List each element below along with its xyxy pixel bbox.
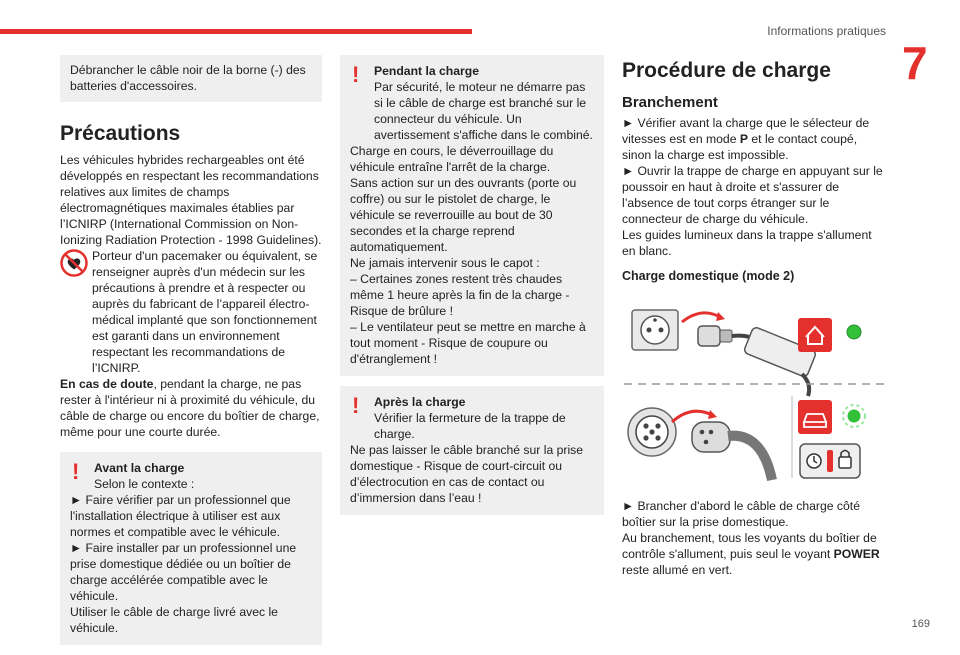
warning-line: – Le ventilateur peut se mettre en marche à tout moment - Risque de coupure ou d'étranglement ! <box>350 320 586 366</box>
warning-line: ► Faire installer par un professionnel une prise domestique dédiée ou un boîtier de charge accélérée compatible avec le véhicule. <box>70 541 297 603</box>
charging-illustration <box>622 304 888 484</box>
warning-line: Utiliser le câble de charge livré avec le véhicule. <box>70 605 278 635</box>
warning-line: Par sécurité, le moteur ne démarre pas si le câble de charge est branché sur le connecteur du véhicule. Un avertissement s'affiche dans le combiné. <box>374 80 593 142</box>
step-text: et le contact coupé, sinon la charge est impossible. <box>622 132 858 162</box>
home-charge-heading: Charge domestique (mode 2) <box>622 269 795 283</box>
pacemaker-note <box>60 248 322 376</box>
charging-led-icon <box>843 405 865 427</box>
warning-title: Après la charge <box>374 395 466 409</box>
arrow-head-icon <box>708 410 717 419</box>
doubt-text: , pendant la charge, ne pas rester à l'intérieur ni à proximité du véhicule, du câble de charge ou encore du boîtier de charge, même pour une courte durée. <box>60 377 320 439</box>
arrow-head-icon <box>716 312 725 321</box>
step-open-flap: ► Ouvrir la trappe de charge en appuyant sur le poussoir en haut à droite et s'assurer de l’absence de tout corps étranger sur le connecteur de charge du véhicule. <box>622 164 883 226</box>
warning-title: Pendant la charge <box>374 64 479 78</box>
warning-line: Ne jamais intervenir sous le capot : <box>350 256 540 270</box>
warning-line: Selon le contexte : <box>94 477 195 491</box>
car-icon <box>798 400 832 434</box>
exclamation-icon: ! <box>352 62 360 87</box>
warning-title: Avant la charge <box>94 461 185 475</box>
arrow-icon <box>672 411 714 422</box>
column-2 <box>340 55 604 525</box>
doubt-bold: En cas de doute <box>60 377 154 391</box>
arrow-icon <box>682 313 722 322</box>
note-text: Au branchement, tous les voyants du boîtier de contrôle s'allument, puis seul le voyant <box>622 531 877 561</box>
column-3 <box>622 55 888 578</box>
exclamation-icon: ! <box>352 393 360 418</box>
warning-line: ► Faire vérifier par un professionnel que l'installation électrique à utiliser est aux normes et compatible avec le véhicule. <box>70 493 291 539</box>
warning-line: Ne pas laisser le câble branché sur la prise domestique - Risque de court-circuit ou d’électrocution en cas de contact ou d’immersion dans l’eau ! <box>350 443 584 505</box>
warning-during-charge <box>340 55 604 376</box>
warning-before-charge <box>60 452 322 645</box>
exclamation-icon: ! <box>72 459 80 484</box>
connection-heading: Branchement <box>622 94 718 111</box>
pacemaker-warning-icon <box>60 249 88 277</box>
precautions-heading: Précautions <box>60 122 181 145</box>
step-check-gear <box>622 115 888 163</box>
step-plug-domestic: ► Brancher d'abord le câble de charge côté boîtier sur la prise domestique. <box>622 499 860 529</box>
warning-line: Vérifier la fermeture de la trappe de charge. <box>374 411 566 441</box>
warning-after-charge <box>340 386 604 515</box>
delayed-charge-lock-icon <box>800 444 860 478</box>
warning-line: Sans action sur un des ouvrants (porte ou coffre) ou sur le pistolet de charge, le véhicule se reverrouille au bout de 30 secondes et la charge reprend automatiquement. <box>350 176 577 254</box>
power-led-icon <box>847 325 861 339</box>
header-accent-bar <box>0 29 472 34</box>
note-text: reste allumé en vert. <box>622 563 733 577</box>
warning-line: Charge en cours, le déverrouillage du véhicule entraîne l'arrêt de la charge. <box>350 144 554 174</box>
vehicle-connector-icon <box>628 408 676 456</box>
domestic-socket-icon <box>632 310 678 350</box>
info-box-text: Débrancher le câble noir de la borne (-) des batteries d'accessoires. <box>70 63 306 93</box>
flap-lights-note: Les guides lumineux dans la trappe s'allument en blanc. <box>622 228 872 258</box>
pacemaker-text: Porteur d'un pacemaker ou équivalent, se renseigner auprès d'un médecin sur les précautions à prendre et à respecter ou auprès du fabricant de l’appareil électro-médical implanté que son fonctionnement est garanti dans un environnement respectant les recommandations de l’ICNIRP. <box>92 249 318 375</box>
info-box <box>60 55 322 102</box>
power-label: POWER <box>833 547 880 561</box>
doubt-paragraph <box>60 376 322 440</box>
column-1 <box>60 55 322 655</box>
charging-procedure-heading: Procédure de charge <box>622 59 831 82</box>
charging-gun-icon <box>692 422 772 480</box>
page-number: 169 <box>911 618 930 630</box>
chapter-number: 7 <box>902 37 928 89</box>
power-led-note <box>622 530 888 578</box>
precautions-intro: Les véhicules hybrides rechargeables ont été développés en respectant les recommandations relatives aux limites de champs électromagnétiques maximales établies par l’ICNIRP (International Commission on Non-Ionizing Radiation Protection - 1998 Guidelines). <box>60 153 322 247</box>
home-icon <box>798 318 832 352</box>
gear-mode: P <box>739 132 749 146</box>
section-title: Informations pratiques <box>767 24 886 38</box>
step-text: ► Vérifier avant la charge que le sélecteur de vitesses est en mode <box>622 116 870 146</box>
warning-line: – Certaines zones restent très chaudes même 1 heure après la fin de la charge - Risque de brûlure ! <box>350 272 570 318</box>
